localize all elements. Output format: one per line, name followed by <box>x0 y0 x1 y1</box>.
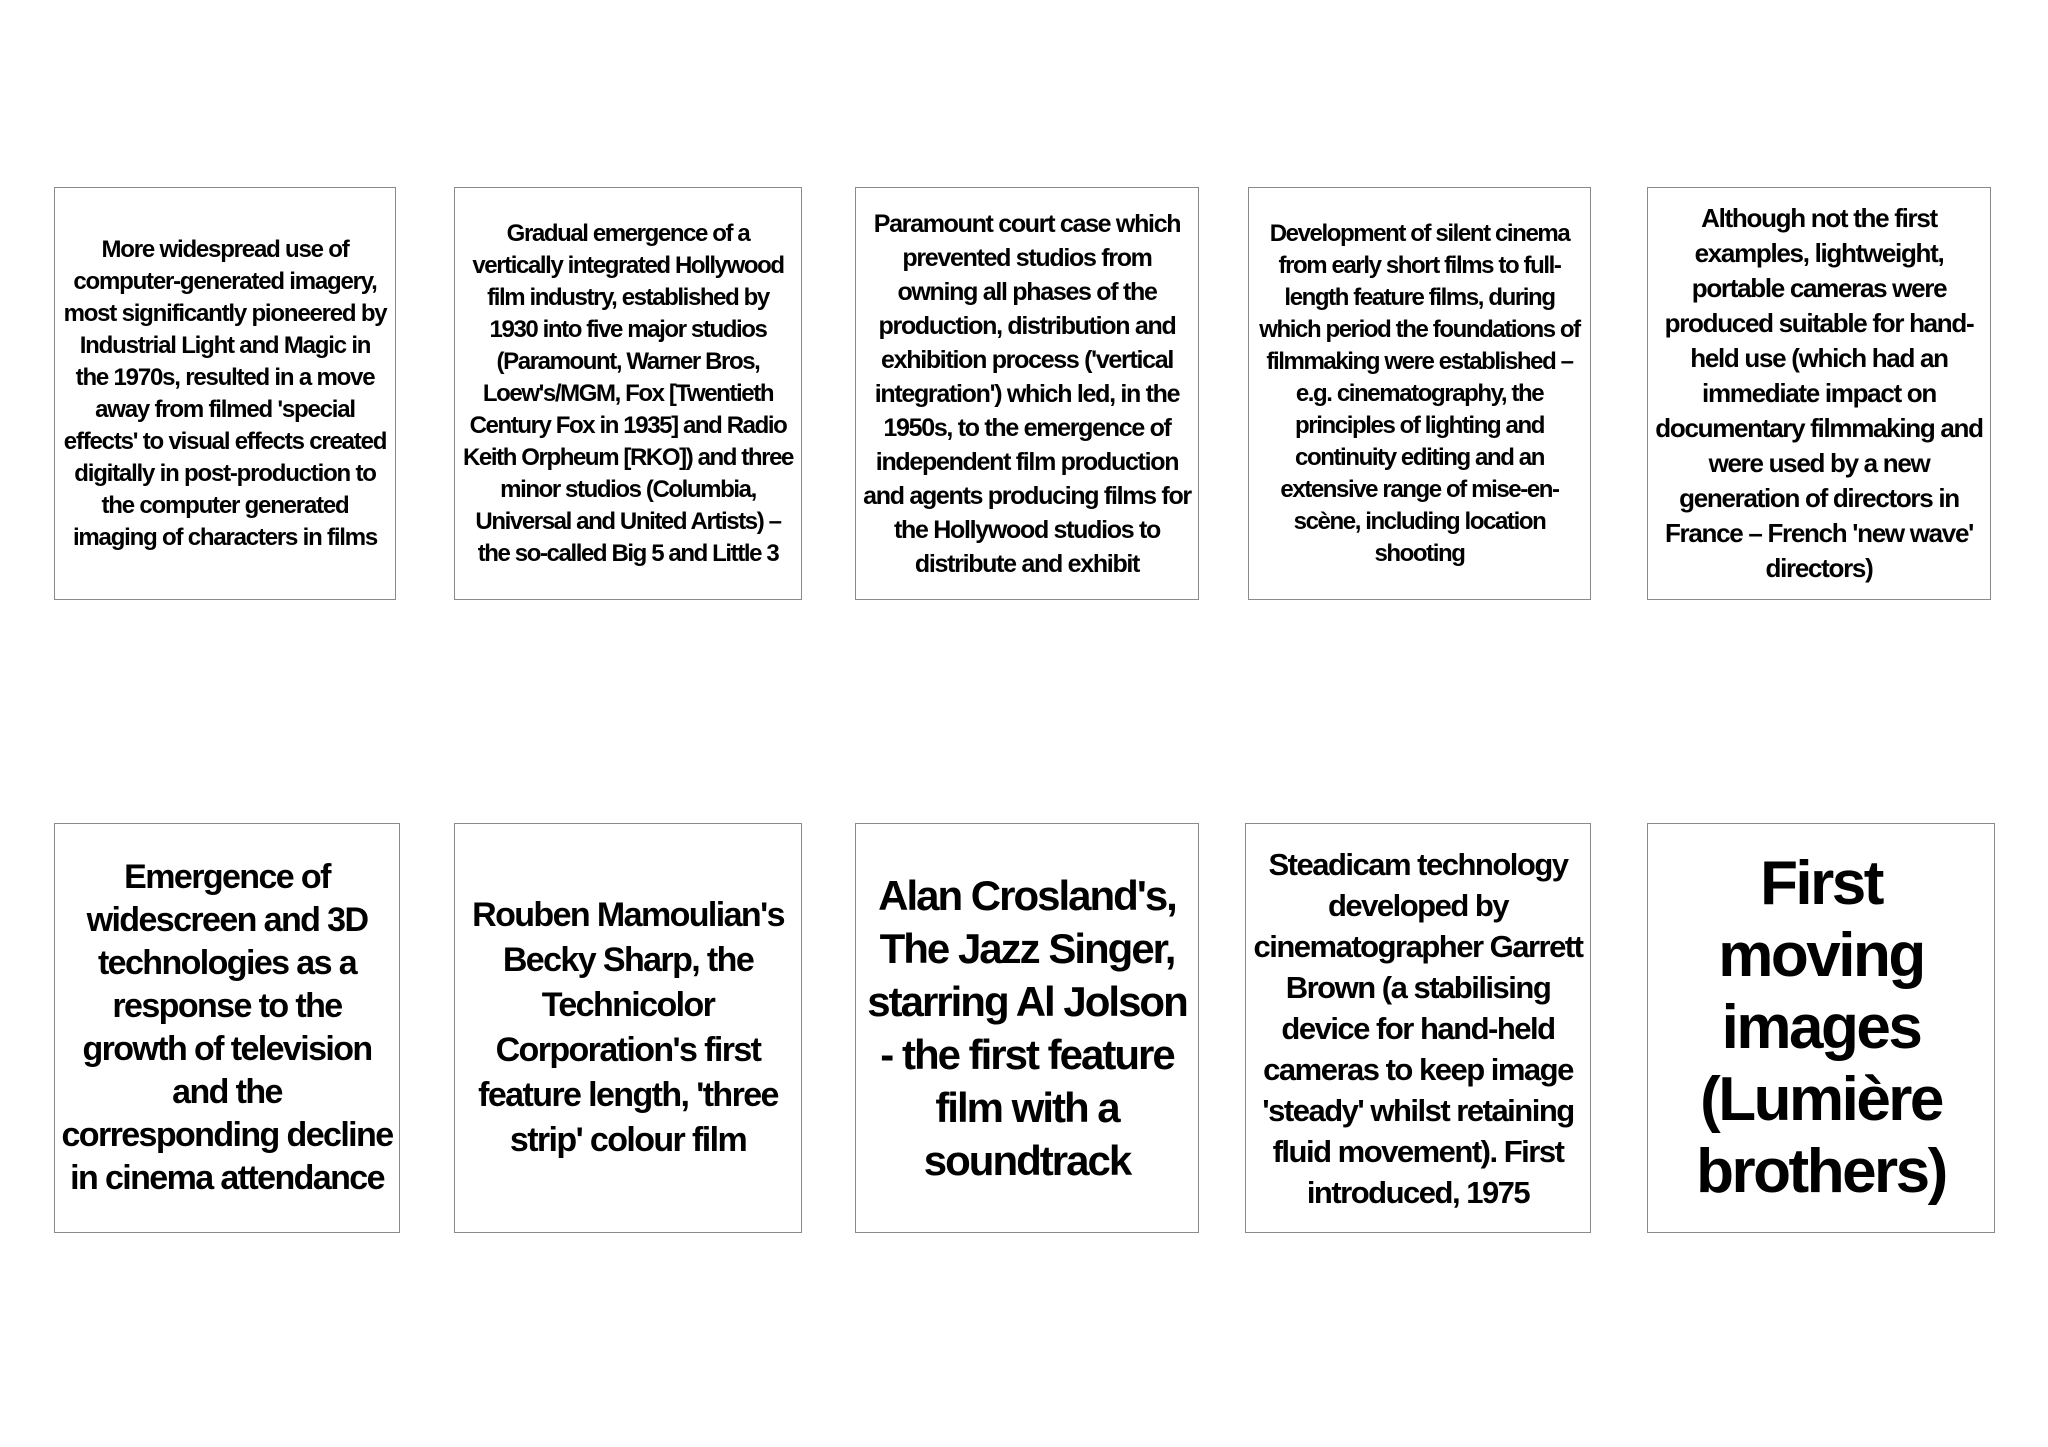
card-vertical-integration <box>454 187 802 600</box>
card-text: Although not the first examples, lightweight, portable cameras were produced suitable for hand-held use (which had an immediate impact on documentary filmmaking and were used by a new generation of directors in France – French 'new wave' directors) <box>1655 203 1983 583</box>
card-steadicam <box>1245 823 1591 1233</box>
card-silent-cinema <box>1248 187 1591 600</box>
card-text: Development of silent cinema from early short films to full-length feature films, during which period the foundations of filmmaking were established – e.g. cinematography, the principles of lighting and continuity editing and an extensive range of mise-en-scène, including location shooting <box>1259 219 1580 567</box>
card-text: Paramount court case which prevented studios from owning all phases of the production, distribution and exhibition process ('vertical integration') which led, in the 1950s, to the emergence of independent film production and agents producing films for the Hollywood studios to distribute and exhibit <box>863 209 1191 578</box>
card-text: Gradual emergence of a vertically integrated Hollywood film industry, established by 1930 into five major studios (Paramount, Warner Bros, Loew's/MGM, Fox [Twentieth Century Fox in 1935] and Radio Keith Orpheum [RKO]) and three minor studios (Columbia, Universal and United Artists) – the so-called Big 5 and Little 3 <box>462 219 793 567</box>
card-text: Emergence of widescreen and 3D technologies as a response to the growth of television and the corresponding decline in cinema attendance <box>61 858 393 1197</box>
card-first-moving-images <box>1647 823 1995 1233</box>
card-text: Steadicam technology developed by cinematographer Garrett Brown (a stabilising device for hand-held cameras to keep image 'steady' whilst retaining fluid movement). First introduced, 1975 <box>1253 846 1583 1210</box>
card-text: More widespread use of computer-generated imagery, most significantly pioneered by Industrial Light and Magic in the 1970s, resulted in a move away from filmed 'special effects' to visual effects created digitally in post-production to the computer generated imaging of characters in films <box>63 235 387 551</box>
card-widescreen-3d <box>54 823 400 1233</box>
card-text: Rouben Mamoulian's Becky Sharp, the Technicolor Corporation's first feature length, 'three strip' colour film <box>472 896 784 1159</box>
card-portable-cameras <box>1647 187 1991 600</box>
card-becky-sharp <box>454 823 802 1233</box>
card-text: First moving images (Lumière brothers) <box>1696 849 1946 1206</box>
card-paramount-case <box>855 187 1199 600</box>
card-jazz-singer <box>855 823 1199 1233</box>
card-text: Alan Crosland's, The Jazz Singer, starring Al Jolson - the first feature film with a soundtrack <box>867 872 1187 1184</box>
card-cgi <box>54 187 396 600</box>
